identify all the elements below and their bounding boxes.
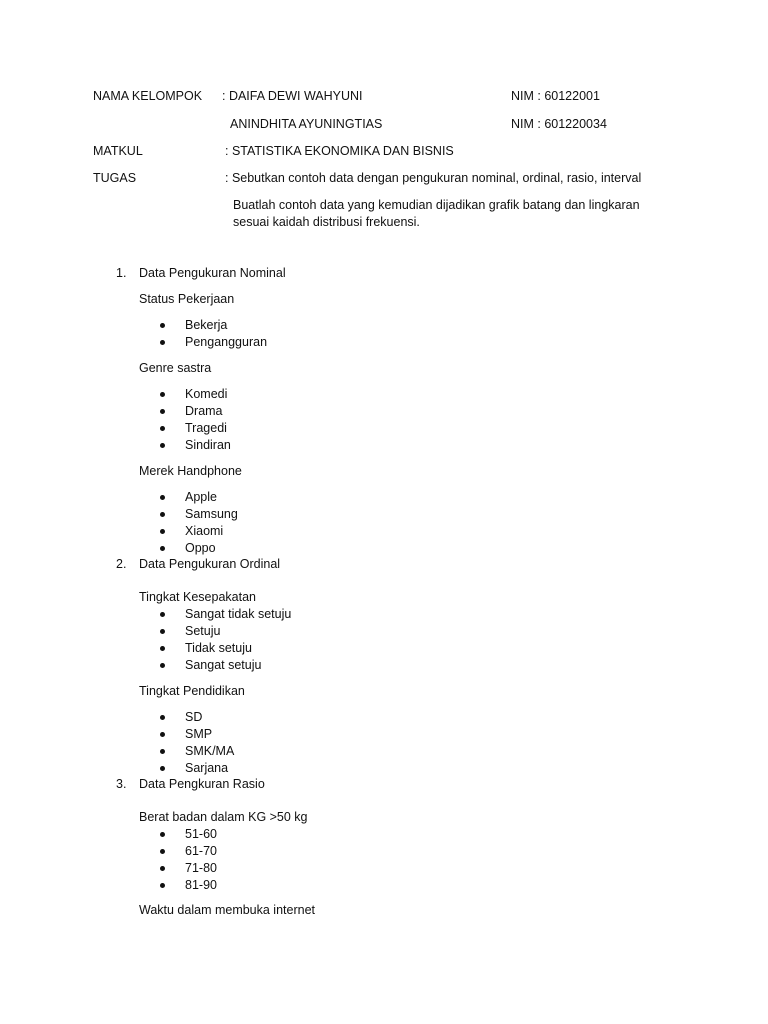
bullet-icon (160, 323, 165, 328)
list-item: Oppo (160, 540, 238, 557)
bullet-icon (160, 883, 165, 888)
list-item: SMP (160, 726, 234, 743)
section-2-number: 2. (116, 557, 127, 571)
bullet-icon (160, 766, 165, 771)
group-heading-berat-badan: Berat badan dalam KG >50 kg (139, 810, 308, 824)
task-extra: Buatlah contoh data yang kemudian dijadikan grafik batang dan lingkaran sesuai kaidah distribusi frekuensi. (233, 198, 640, 229)
bullet-icon (160, 849, 165, 854)
course-value: : STATISTIKA EKONOMIKA DAN BISNIS (225, 144, 454, 158)
list-status-pekerjaan (160, 317, 267, 351)
section-3-title: Data Pengkuran Rasio (139, 777, 265, 791)
section-3-number: 3. (116, 777, 127, 791)
task-label: TUGAS (93, 171, 137, 185)
list-item: Sarjana (160, 760, 234, 777)
member-1-nim: NIM : 60122001 (511, 89, 600, 103)
bullet-icon (160, 715, 165, 720)
list-genre-sastra (160, 386, 231, 454)
list-item: 51-60 (160, 826, 217, 843)
list-item: 71-80 (160, 860, 217, 877)
group-heading-status-pekerjaan: Status Pekerjaan (139, 292, 235, 306)
list-item: Pengangguran (160, 334, 267, 351)
bullet-icon (160, 392, 165, 397)
list-item: Tragedi (160, 420, 231, 437)
bullet-icon (160, 340, 165, 345)
list-item: 61-70 (160, 843, 217, 860)
task-value: : Sebutkan contoh data dengan pengukuran nominal, ordinal, rasio, interval (225, 171, 642, 185)
bullet-icon (160, 512, 165, 517)
member-1-name: : DAIFA DEWI WAHYUNI (222, 89, 363, 103)
course-label: MATKUL (93, 144, 143, 158)
list-item: Apple (160, 489, 238, 506)
section-2-title: Data Pengukuran Ordinal (139, 557, 281, 571)
bullet-icon (160, 629, 165, 634)
bullet-icon (160, 529, 165, 534)
bullet-icon (160, 443, 165, 448)
member-2-nim: NIM : 601220034 (511, 117, 607, 131)
section-1-number: 1. (116, 266, 127, 280)
bullet-icon (160, 866, 165, 871)
bullet-icon (160, 546, 165, 551)
list-tingkat-kesepakatan (160, 606, 291, 674)
list-item: SMK/MA (160, 743, 234, 760)
list-item: Samsung (160, 506, 238, 523)
member-2-name: ANINDHITA AYUNINGTIAS (230, 117, 383, 131)
list-item: SD (160, 709, 234, 726)
list-item: Drama (160, 403, 231, 420)
list-item: Xiaomi (160, 523, 238, 540)
list-item: Tidak setuju (160, 640, 291, 657)
list-merek-handphone (160, 489, 238, 557)
bullet-icon (160, 832, 165, 837)
bullet-icon (160, 495, 165, 500)
list-item: Sangat tidak setuju (160, 606, 291, 623)
bullet-icon (160, 732, 165, 737)
list-item: Sangat setuju (160, 657, 291, 674)
bullet-icon (160, 663, 165, 668)
group-heading-tingkat-pendidikan: Tingkat Pendidikan (139, 684, 245, 698)
bullet-icon (160, 749, 165, 754)
list-item: Setuju (160, 623, 291, 640)
group-heading-merek-handphone: Merek Handphone (139, 464, 242, 478)
bullet-icon (160, 409, 165, 414)
list-berat-badan (160, 826, 217, 894)
group-heading-genre-sastra: Genre sastra (139, 361, 212, 375)
list-item: Bekerja (160, 317, 267, 334)
list-item: Sindiran (160, 437, 231, 454)
bullet-icon (160, 426, 165, 431)
bullet-icon (160, 612, 165, 617)
bullet-icon (160, 646, 165, 651)
section-1-title: Data Pengukuran Nominal (139, 266, 286, 280)
list-item: Komedi (160, 386, 231, 403)
group-label: NAMA KELOMPOK (93, 89, 203, 103)
list-item: 81-90 (160, 877, 217, 894)
list-tingkat-pendidikan (160, 709, 234, 777)
group-heading-waktu-internet: Waktu dalam membuka internet (139, 903, 316, 917)
group-heading-tingkat-kesepakatan: Tingkat Kesepakatan (139, 590, 256, 604)
